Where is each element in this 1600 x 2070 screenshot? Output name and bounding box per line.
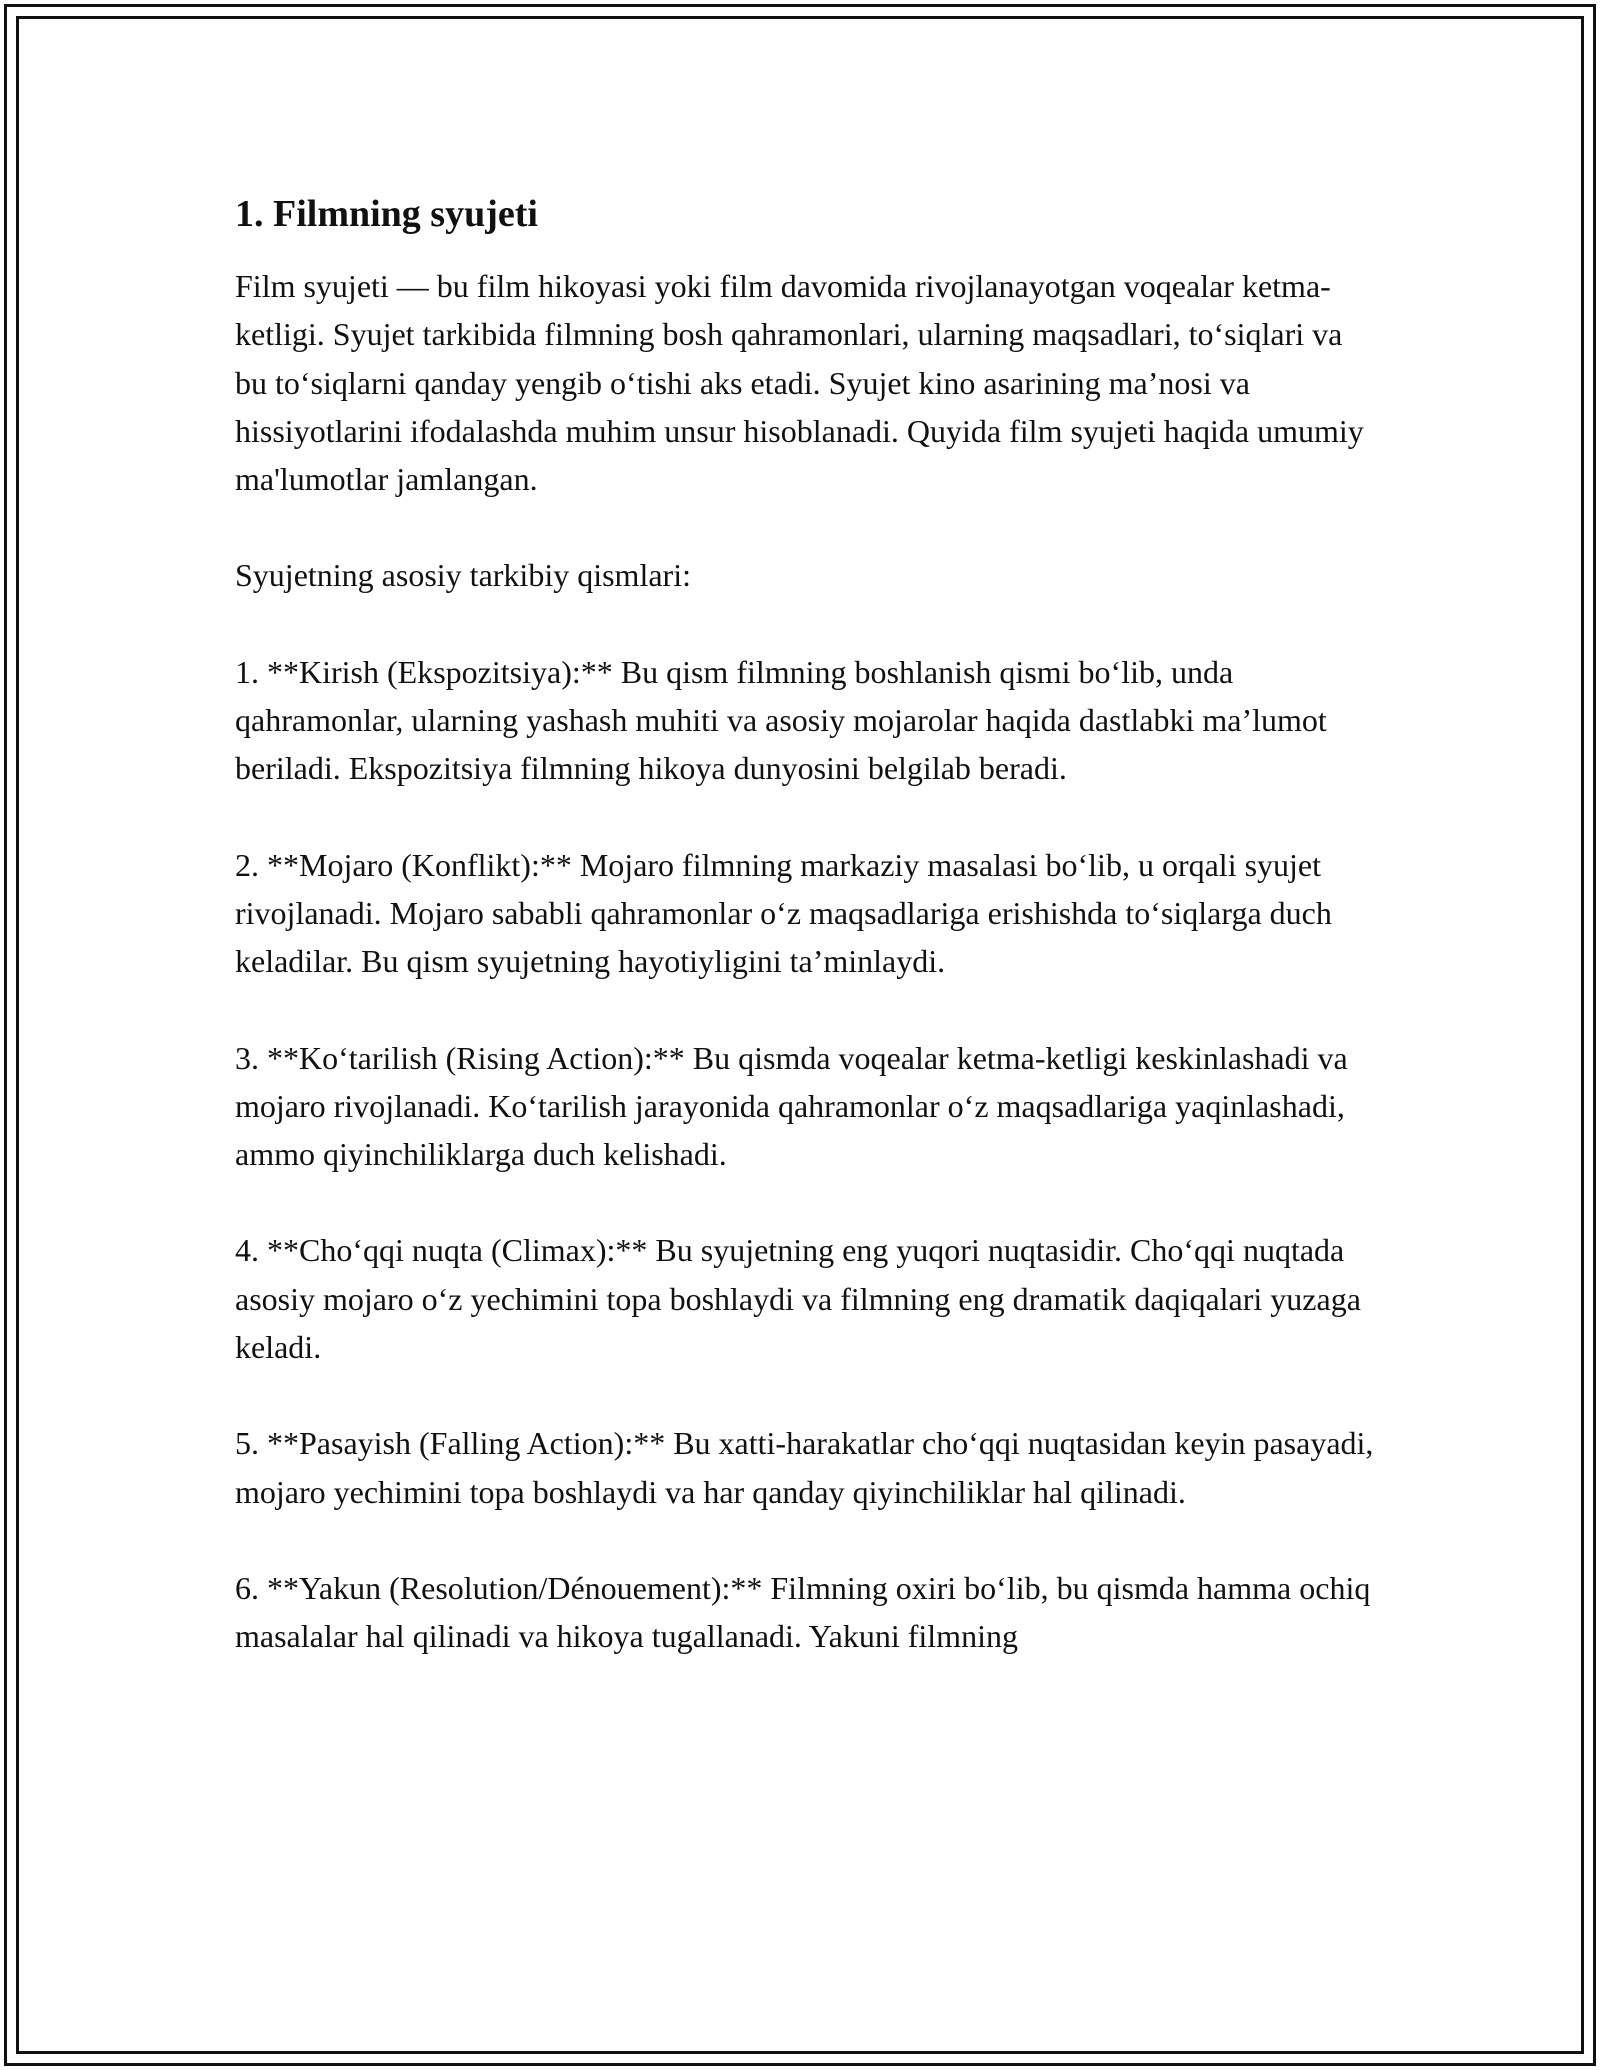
list-item-falling-action: 5. **Pasayish (Falling Action):** Bu xatti-harakatlar cho‘qqi nuqtasidan keyin pasayadi, mojaro yechimini topa boshlaydi va har qanday qiyinchiliklar hal qilinadi. — [235, 1425, 1374, 1510]
list-item-rising-action: 3. **Ko‘tarilish (Rising Action):** Bu qismda voqealar ketma-ketligi keskinlashadi va mojaro rivojlanadi. Ko‘tarilish jarayonida qahramonlar o‘z maqsadlariga yaqinlashadi, ammo qiyinchiliklarga duch kelishadi. — [235, 1039, 1348, 1173]
list-item-resolution: 6. **Yakun (Resolution/Dénouement):** Filmning oxiri bo‘lib, bu qismda hamma ochiq masalalar hal qilinadi va hikoya tugallanadi. Yakuni filmning — [235, 1569, 1371, 1655]
section-heading: 1. Filmning syujeti — [235, 193, 538, 235]
list-item-exposition: 1. **Kirish (Ekspozitsiya):** Bu qism filmning boshlanish qismi bo‘lib, unda qahramonlar, ularning yashash muhiti va asosiy mojarolar haqida dastlabki ma’lumot beriladi. Ekspozitsiya filmning hikoya dunyosini belgilab beradi. — [235, 653, 1327, 787]
intro-paragraph: Film syujeti — bu film hikoyasi yoki film davomida rivojlanayotgan voqealar ketma-ketligi. Syujet tarkibida filmning bosh qahramonlari, ularning maqsadlari, to‘siqlari va bu to‘siqlarni qanday yengib o‘tishi aks etadi. Syujet kino asarining ma’nosi va hissiyotlarini ifodalashda muhim unsur hisoblanadi. Quyida film syujeti haqida umumiy ma'lumotlar jamlangan. — [235, 268, 1364, 498]
list-item-conflict: 2. **Mojaro (Konflikt):** Mojaro filmning markaziy masalasi bo‘lib, u orqali syujet rivojlanadi. Mojaro sababli qahramonlar o‘z maqsadlariga erishishda to‘siqlarga duch keladilar. Bu qism syujetning hayotiyligini ta’minlaydi. — [235, 846, 1332, 980]
components-intro-paragraph: Syujetning asosiy tarkibiy qismlari: — [235, 557, 691, 594]
document-body — [235, 188, 1375, 1709]
list-item-climax: 4. **Cho‘qqi nuqta (Climax):** Bu syujetning eng yuqori nuqtasidir. Cho‘qqi nuqtada asosiy mojaro o‘z yechimini topa boshlaydi va filmning eng dramatik daqiqalari yuzaga keladi. — [235, 1232, 1361, 1366]
